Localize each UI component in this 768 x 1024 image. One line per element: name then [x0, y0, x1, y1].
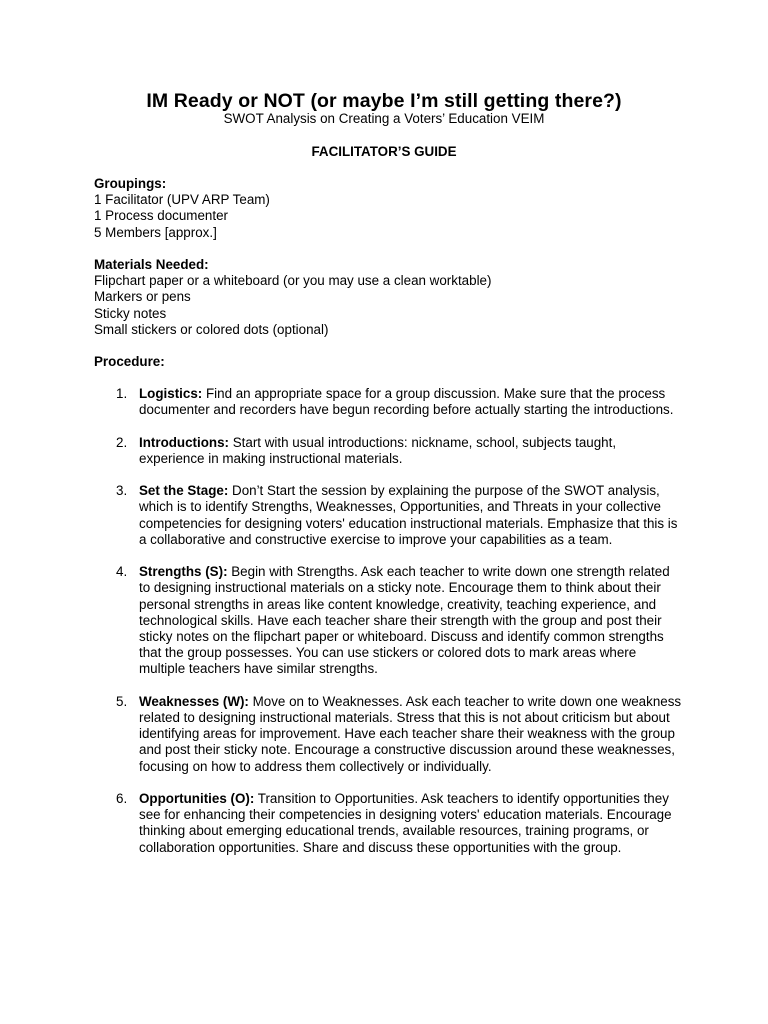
- groupings-label: Groupings:: [94, 176, 167, 191]
- groupings-item: 1 Process documenter: [94, 208, 228, 224]
- spacer: [94, 338, 694, 354]
- step-text: Start with usual introductions: nickname, school, subjects taught, experience in making instructional materials.: [139, 434, 617, 466]
- step-number: 5.: [116, 693, 128, 709]
- materials-item: Sticky notes: [94, 305, 167, 321]
- step-text: Begin with Strengths. Ask each teacher to write down one strength related to designing instructional materials on a sticky note. Encourage them to think about their personal strengths in areas like content knowledge, creativity, teaching experience, and technological skills. Have each teacher share their strength with the group and post their sticky notes on the flipchart paper or whiteboard. Discuss and identify common strengths that the group possesses. You can use stickers or colored dots to mark areas where multiple teachers have similar strengths.: [139, 564, 670, 677]
- step-number: 3.: [116, 483, 128, 499]
- step-title: Weaknesses (W):: [139, 693, 249, 709]
- step-title: Strengths (S):: [139, 564, 228, 580]
- procedure-label: Procedure:: [94, 354, 165, 370]
- step-text: Move on to Weaknesses. Ask each teacher to write down one weakness related to designing instructional materials. Stress that this is not about criticism but about identifying areas for improvement. Have each teacher share their weakness with the group and post their sticky note. Encourage a constructive discussion around these weaknesses, focusing on how to address them collectively or individually.: [139, 693, 682, 774]
- procedure-step: [94, 694, 684, 775]
- step-title: Logistics:: [139, 386, 203, 401]
- procedure-step: [94, 386, 684, 418]
- document-title: IM Ready or NOT (or maybe I’m still getting there?): [146, 90, 622, 112]
- step-number: 4.: [116, 564, 128, 580]
- step-text: Transition to Opportunities. Ask teachers to identify opportunities they see for enhancing their competencies in designing voters' education materials. Encourage thinking about emerging educational trends, available resources, training programs, or collaboration opportunities. Share and discuss these opportunities with the group.: [139, 791, 672, 855]
- spacer: [94, 241, 694, 257]
- materials-item: Small stickers or colored dots (optional): [94, 321, 329, 337]
- procedure-step: [94, 564, 684, 677]
- procedure-list: [94, 386, 684, 872]
- step-number: 1.: [116, 386, 128, 401]
- step-number: 6.: [116, 791, 128, 806]
- step-text: Find an appropriate space for a group discussion. Make sure that the process documenter and recorders have begun recording before actually starting the introductions.: [139, 386, 674, 418]
- groupings-item: 5 Members [approx.]: [94, 224, 217, 240]
- materials-item: Flipchart paper or a whiteboard (or you may use a clean worktable): [94, 273, 492, 289]
- materials-label: Materials Needed:: [94, 257, 209, 272]
- guide-heading: FACILITATOR’S GUIDE: [311, 144, 457, 159]
- procedure-step: [94, 483, 684, 548]
- step-title: Set the Stage:: [139, 483, 229, 499]
- intro-sections: [94, 176, 694, 370]
- document-subtitle: SWOT Analysis on Creating a Voters’ Education VEIM: [223, 111, 545, 126]
- step-text: Don’t Start the session by explaining the purpose of the SWOT analysis, which is to identify Strengths, Weaknesses, Opportunities, and Threats in your collective competencies for designing voters' education instructional materials. Emphasize that this is a collaborative and constructive exercise to improve your capabilities as a team.: [139, 483, 678, 547]
- materials-item: Markers or pens: [94, 289, 191, 305]
- step-number: 2.: [116, 434, 128, 450]
- groupings-item: 1 Facilitator (UPV ARP Team): [94, 192, 270, 208]
- procedure-step: [94, 791, 684, 856]
- step-title: Opportunities (O):: [139, 791, 255, 806]
- step-title: Introductions:: [139, 434, 230, 450]
- procedure-step: [94, 435, 684, 467]
